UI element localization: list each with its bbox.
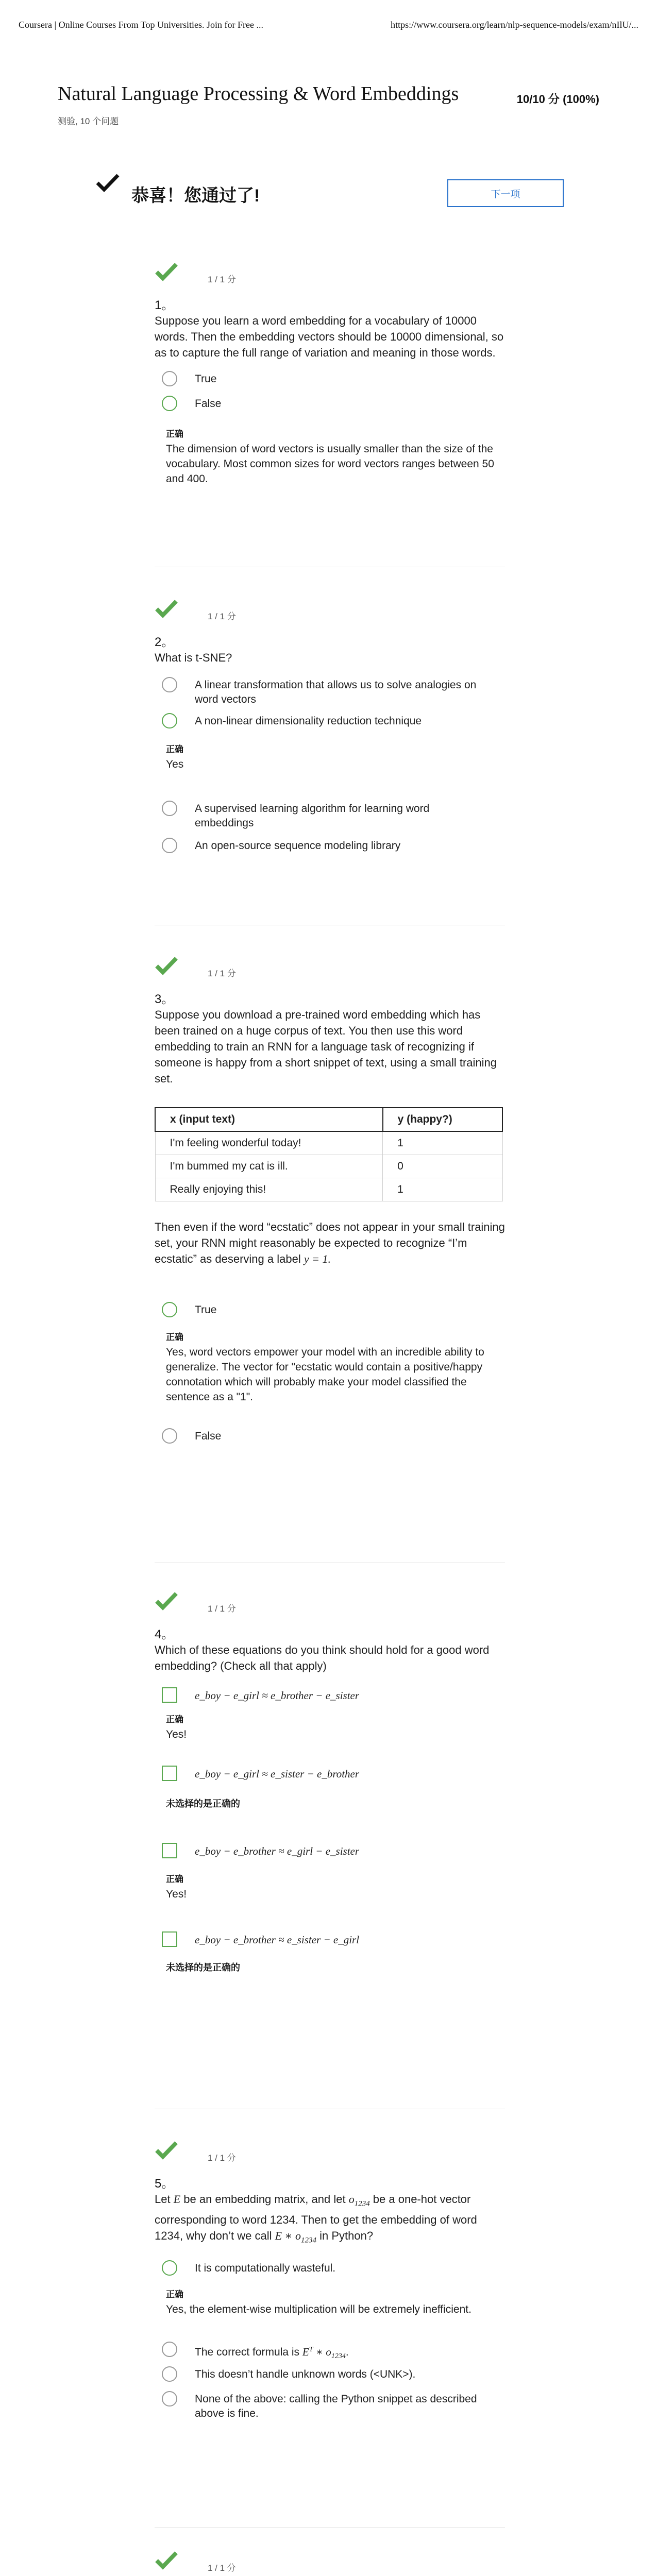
page-title: Natural Language Processing & Word Embeddings xyxy=(58,83,459,105)
checkbox[interactable] xyxy=(162,1687,177,1703)
text-part: be a one-hot vector corresponding to word 1234. Then to get the embedding of word 1234, why don’t we call xyxy=(155,2193,477,2243)
question-points: 1 / 1 分 xyxy=(208,2153,236,2163)
radio-button-selected[interactable] xyxy=(162,396,177,411)
correct-check-icon xyxy=(155,599,178,618)
question-number: 3。 xyxy=(155,992,174,1006)
math-text: E ∗ o xyxy=(275,2229,301,2243)
question-number: 1。 xyxy=(155,298,174,312)
table-cell: I'm bummed my cat is ill. xyxy=(155,1155,383,1178)
feedback xyxy=(166,1872,505,1902)
radio-button[interactable] xyxy=(162,801,177,816)
table-cell: Really enjoying this! xyxy=(155,1178,383,1201)
math-subscript: 1234 xyxy=(354,2199,370,2208)
option-equation-4[interactable] xyxy=(155,1928,505,1953)
feedback-correct-tag: 正确 xyxy=(166,744,183,754)
question-text: What is t-SNE? xyxy=(155,651,232,664)
option-true[interactable] xyxy=(155,1299,505,1324)
not-selected-correct-tag: 未选择的是正确的 xyxy=(166,1799,240,1809)
option-unknown-words[interactable] xyxy=(155,2363,505,2388)
option-label xyxy=(195,2343,488,2364)
math-label: y = 1. xyxy=(304,1252,331,1265)
question-text: Suppose you download a pre-trained word embedding which has been trained on a huge corpus of text. You then use this word embedding to train an RNN for a language task of recognizing if someone is happy from a short snippet of text, using a small training set. xyxy=(155,1008,497,1085)
question-points: 1 / 1 分 xyxy=(208,612,236,621)
question-text-part: Then even if the word “ecstatic” does not appear in your small training set, your RNN might reasonably be expected to recognize “I’m ecstatic” as deserving a label xyxy=(155,1221,505,1265)
radio-button-selected[interactable] xyxy=(162,713,177,728)
option-equation-3[interactable] xyxy=(155,1840,505,1865)
radio-button[interactable] xyxy=(162,2342,177,2357)
question-5 xyxy=(155,2140,505,2424)
option-label: It is computationally wasteful. xyxy=(195,2262,336,2274)
option-linear-transformation[interactable] xyxy=(155,674,505,710)
math-subscript: 1234 xyxy=(300,2236,316,2245)
question-2 xyxy=(155,599,505,859)
quiz-subtitle: 测验, 10 个问题 xyxy=(58,116,119,126)
text-part: . xyxy=(345,2346,349,2358)
feedback xyxy=(166,427,505,486)
question-number: 4。 xyxy=(155,1628,174,1641)
table-cell: 0 xyxy=(383,1155,502,1178)
feedback xyxy=(166,1797,505,1810)
option-label: A supervised learning algorithm for learning word embeddings xyxy=(195,803,430,829)
question-4 xyxy=(155,1591,505,1974)
table-header: y (happy?) xyxy=(383,1108,502,1131)
option-true[interactable] xyxy=(155,368,505,393)
option-label: e_boy − e_girl ≈ e_brother − e_sister xyxy=(195,1689,360,1702)
print-header-title: Coursera | Online Courses From Top Universities. Join for Free ... xyxy=(19,20,263,30)
option-label: e_boy − e_brother ≈ e_sister − e_girl xyxy=(195,1934,360,1946)
feedback-text: The dimension of word vectors is usually smaller than the size of the vocabulary. Most common sizes for word vectors ranges between 50 and 400. xyxy=(166,443,494,485)
feedback-text: Yes xyxy=(166,758,184,770)
option-non-linear[interactable] xyxy=(155,710,505,735)
radio-button[interactable] xyxy=(162,677,177,692)
correct-check-icon xyxy=(155,2140,178,2160)
option-none-of-above[interactable] xyxy=(155,2388,505,2424)
option-label: True xyxy=(195,1304,217,1316)
option-false[interactable] xyxy=(155,1425,505,1450)
checkbox[interactable] xyxy=(162,1766,177,1781)
table-header: x (input text) xyxy=(155,1108,383,1131)
text-part: be an embedding matrix, and let xyxy=(180,2193,349,2206)
table-cell: 1 xyxy=(383,1178,502,1201)
question-text xyxy=(155,2191,505,2249)
feedback-correct-tag: 正确 xyxy=(166,429,183,439)
option-label: A non-linear dimensionality reduction technique xyxy=(195,715,422,727)
text-part: in Python? xyxy=(316,2229,374,2243)
radio-button[interactable] xyxy=(162,1428,177,1444)
quiz-score: 10/10 分 (100%) xyxy=(516,93,599,106)
option-label: A linear transformation that allows us to solve analogies on word vectors xyxy=(195,679,477,705)
correct-check-icon xyxy=(155,2550,178,2570)
math-subscript: 1234 xyxy=(331,2352,346,2360)
math-text: o xyxy=(348,2193,355,2206)
question-points: 1 / 1 分 xyxy=(208,2563,236,2573)
feedback-text: Yes, the element-wise multiplication will be extremely inefficient. xyxy=(166,2303,471,2315)
feedback-text: Yes! xyxy=(166,1728,187,1740)
feedback-correct-tag: 正确 xyxy=(166,1715,183,1724)
question-points: 1 / 1 分 xyxy=(208,1604,236,1614)
feedback-correct-tag: 正确 xyxy=(166,2289,183,2299)
table-row xyxy=(155,1178,502,1201)
feedback-text: Yes, word vectors empower your model with an incredible ability to generalize. The vector for "ecstatic would contain a positive/happy connotation which will probably make your model classified the sentence as a "1". xyxy=(166,1346,484,1403)
option-label: True xyxy=(195,373,217,385)
option-label-text: The correct formula is xyxy=(195,2346,302,2358)
option-label: None of the above: calling the Python snippet as described above is fine. xyxy=(195,2393,477,2419)
option-label: False xyxy=(195,398,222,410)
option-label: e_boy − e_girl ≈ e_sister − e_brother xyxy=(195,1768,360,1780)
option-label: False xyxy=(195,1430,222,1442)
question-points: 1 / 1 分 xyxy=(208,969,236,978)
table-cell: I'm feeling wonderful today! xyxy=(155,1131,383,1155)
feedback xyxy=(166,1330,505,1404)
feedback xyxy=(166,742,505,772)
radio-button[interactable] xyxy=(162,2366,177,2382)
math-text: E xyxy=(302,2345,309,2358)
option-label: e_boy − e_brother ≈ e_girl − e_sister xyxy=(195,1845,360,1857)
option-correct-formula[interactable] xyxy=(155,2338,505,2363)
passed-message: 恭喜！您通过了! xyxy=(131,186,260,206)
option-equation-1[interactable] xyxy=(155,1684,505,1709)
training-data-table xyxy=(155,1107,503,1201)
option-label: An open-source sequence modeling library xyxy=(195,840,401,852)
table-cell: 1 xyxy=(383,1131,502,1155)
option-label: This doesn’t handle unknown words (<UNK>). xyxy=(195,2368,416,2380)
question-points: 1 / 1 分 xyxy=(208,275,236,284)
feedback xyxy=(166,1712,505,1742)
question-3 xyxy=(155,956,505,1450)
checkbox[interactable] xyxy=(162,1843,177,1858)
math-text: E xyxy=(173,2193,181,2206)
option-supervised[interactable] xyxy=(155,798,505,835)
table-row xyxy=(155,1155,502,1178)
radio-button[interactable] xyxy=(162,371,177,386)
radio-button-selected[interactable] xyxy=(162,2260,177,2276)
question-number: 5。 xyxy=(155,2177,174,2191)
print-header-url: https://www.coursera.org/learn/nlp-sequence-models/exam/nIlU/... xyxy=(391,20,638,30)
radio-button[interactable] xyxy=(162,2391,177,2406)
table-row xyxy=(155,1131,502,1155)
radio-button-selected[interactable] xyxy=(162,1302,177,1317)
not-selected-correct-tag: 未选择的是正确的 xyxy=(166,1962,240,1973)
question-number: 2。 xyxy=(155,635,174,649)
correct-check-icon xyxy=(155,262,178,281)
question-1 xyxy=(155,262,505,486)
option-equation-2[interactable] xyxy=(155,1762,505,1787)
question-text: Suppose you learn a word embedding for a vocabulary of 10000 words. Then the embedding vectors should be 10000 dimensional, so as to capture the full range of variation and meaning in those words. xyxy=(155,314,504,359)
correct-check-icon xyxy=(155,956,178,975)
question-text: Which of these equations do you think should hold for a good word embedding? (Check all that apply) xyxy=(155,1643,490,1672)
feedback xyxy=(166,1960,505,1974)
math-text: ∗ o xyxy=(313,2345,331,2358)
feedback-text: Yes! xyxy=(166,1888,187,1900)
feedback-correct-tag: 正确 xyxy=(166,1874,183,1884)
radio-button[interactable] xyxy=(162,838,177,853)
option-false[interactable] xyxy=(155,393,505,417)
question-6 xyxy=(155,2550,505,2576)
feedback xyxy=(166,2287,505,2317)
correct-check-icon xyxy=(155,1591,178,1611)
feedback-correct-tag: 正确 xyxy=(166,1332,183,1342)
checkmark-icon xyxy=(95,173,120,193)
option-open-source[interactable] xyxy=(155,835,505,859)
next-item-button[interactable]: 下一项 xyxy=(447,179,564,207)
text-part: Let xyxy=(155,2193,174,2206)
question-text-continued xyxy=(155,1219,505,1267)
checkbox[interactable] xyxy=(162,1931,177,1947)
option-computationally-wasteful[interactable] xyxy=(155,2257,505,2282)
print-header xyxy=(19,20,638,30)
math-superscript: T xyxy=(309,2345,313,2353)
